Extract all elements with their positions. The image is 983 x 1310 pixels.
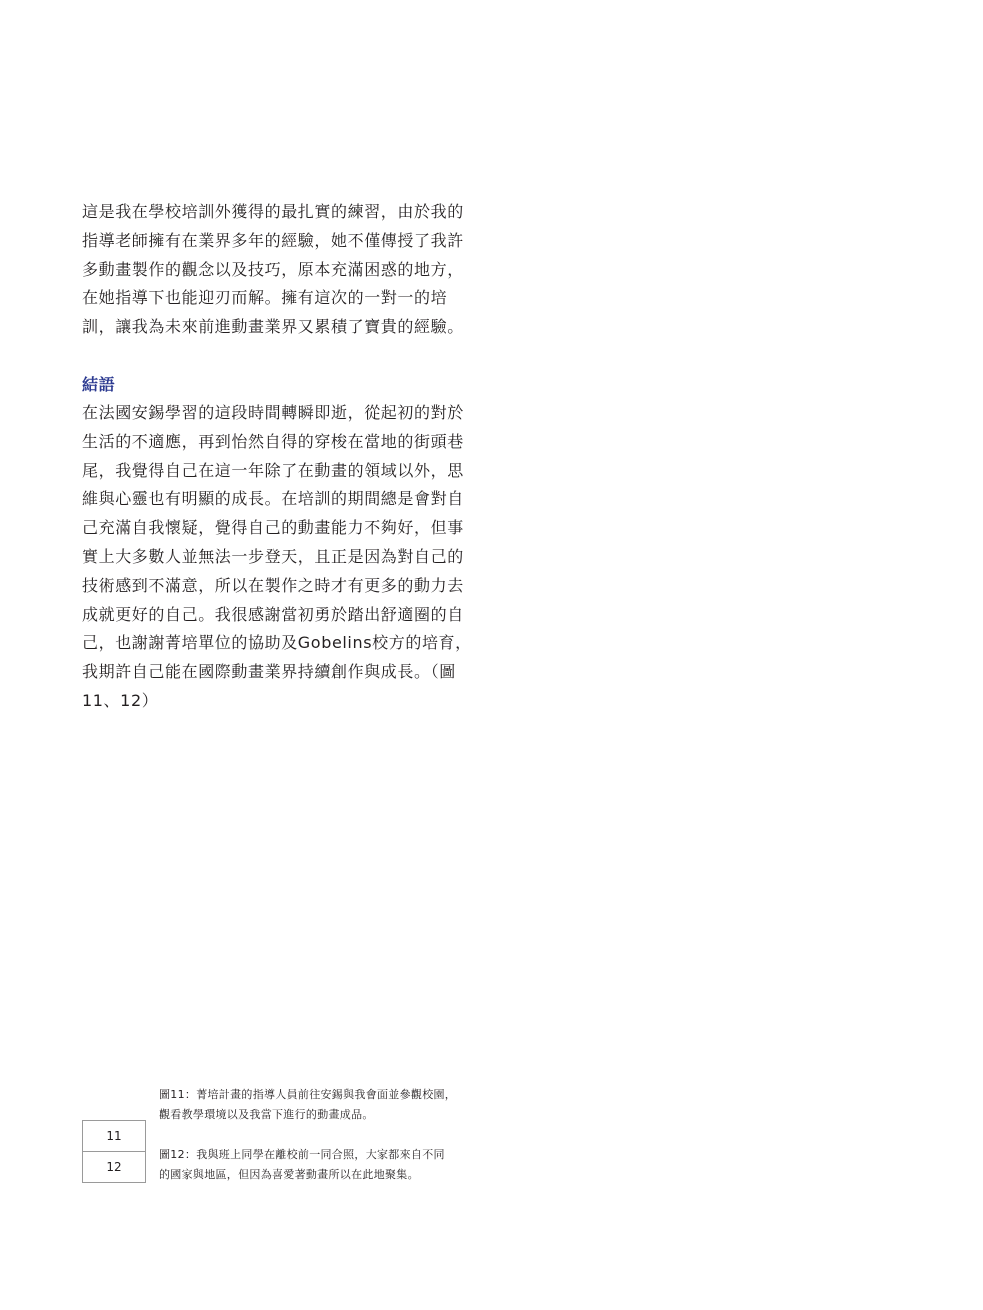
text-line: 11、12）	[82, 690, 159, 710]
text-line: 指導老師擁有在業界多年的經驗，她不僅傳授了我許	[82, 230, 464, 250]
text-line: 這是我在學校培訓外獲得的最扎實的練習，由於我的	[82, 202, 464, 221]
section-heading: 結語	[82, 375, 116, 394]
text-line: 尾，我覺得自己在這一年除了在動畫的領域以外，思	[82, 460, 464, 480]
text-line: 在她指導下也能迎刃而解。擁有這次的一對一的培	[82, 288, 448, 308]
text-line: 維與心靈也有明顯的成長。在培訓的期間總是會對自	[82, 489, 464, 509]
text-line: 技術感到不滿意，所以在製作之時才有更多的動力去	[82, 575, 464, 595]
body-paragraph-2	[82, 399, 472, 716]
caption-line: 圖12：我與班上同學在離校前一同合照，大家都來自不同	[159, 1148, 445, 1161]
text-line: 多動畫製作的觀念以及技巧，原本充滿困惑的地方，	[82, 259, 464, 279]
caption-line: 的國家與地區，但因為喜愛著動畫所以在此地聚集。	[159, 1168, 419, 1181]
text-line: 我期許自己能在國際動畫業界持續創作與成長。（圖	[82, 662, 456, 682]
text-line: 己充滿自我懷疑，覺得自己的動畫能力不夠好，但事	[82, 518, 464, 538]
caption-line: 觀看教學環境以及我當下進行的動畫成品。	[159, 1108, 374, 1121]
text-line: 己，也謝謝菁培單位的協助及Gobelins校方的培育，	[82, 633, 472, 653]
figure-12-label: 12	[82, 1151, 146, 1183]
caption-line: 圖11：菁培計畫的指導人員前往安錫與我會面並參觀校園，	[159, 1088, 457, 1101]
text-line: 實上大多數人並無法一步登天，且正是因為對自己的	[82, 546, 464, 566]
figure-11-label: 11	[82, 1120, 146, 1152]
text-line: 訓，讓我為未來前進動畫業界又累積了寶貴的經驗。	[82, 317, 464, 337]
text-line: 生活的不適應，再到怡然自得的穿梭在當地的街頭巷	[82, 431, 464, 451]
text-line: 在法國安錫學習的這段時間轉瞬即逝，從起初的對於	[82, 403, 464, 422]
body-paragraph-1	[82, 198, 467, 342]
text-line: 成就更好的自己。我很感謝當初勇於踏出舒適圈的自	[82, 604, 464, 624]
figure-12-caption	[159, 1145, 479, 1185]
figure-11-caption	[159, 1085, 479, 1125]
